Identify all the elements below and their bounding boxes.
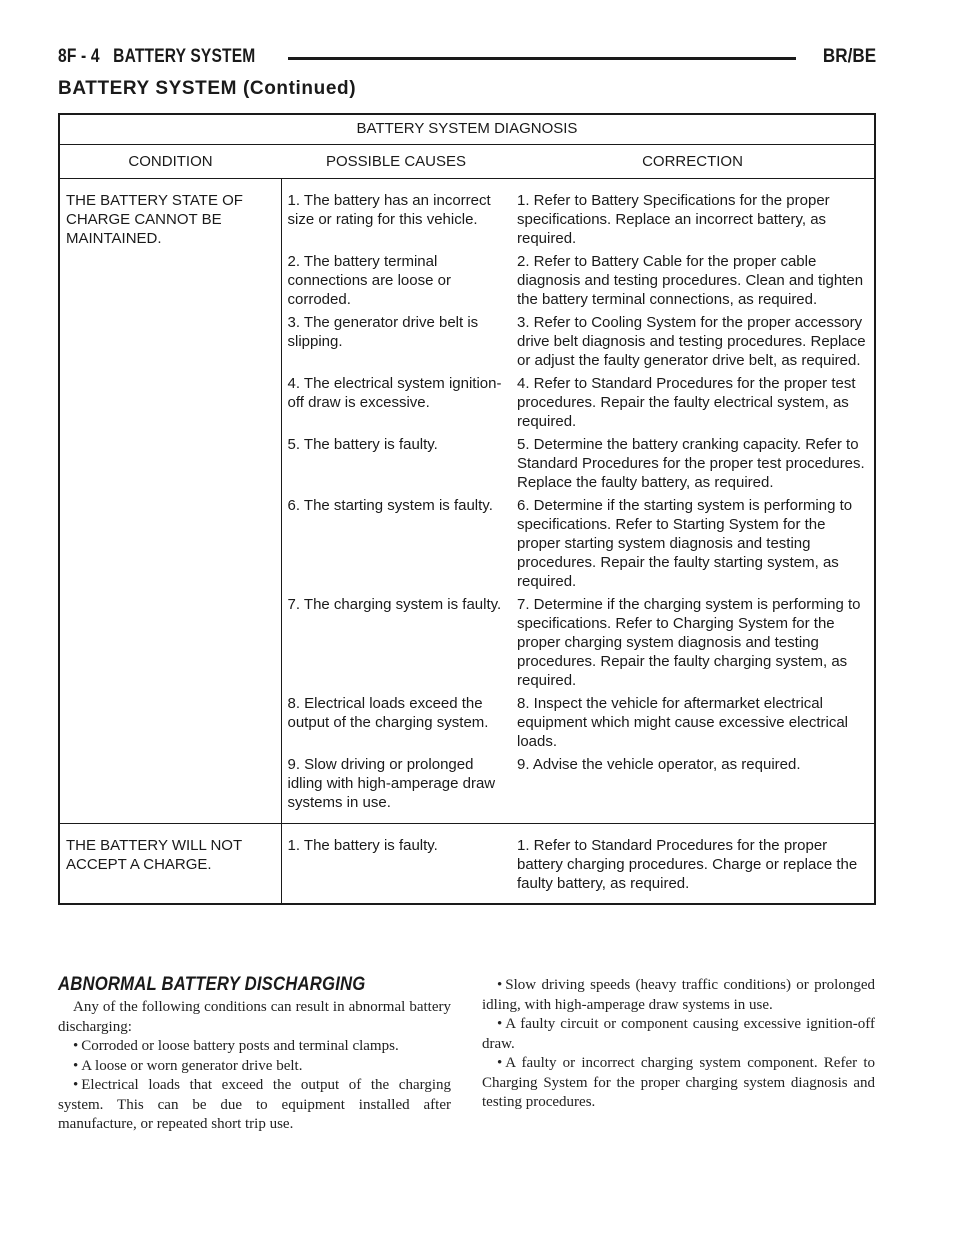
cause-cell: 5. The battery is faulty. [287, 435, 438, 453]
correction-cell: 1. Refer to Battery Specifications for the proper specifications. Replace an incorrect battery, as required. [517, 191, 830, 247]
page-header [58, 46, 876, 74]
correction-cell: 4. Refer to Standard Procedures for the proper test procedures. Repair the faulty electrical system, as required. [517, 374, 856, 430]
column-header-causes: POSSIBLE CAUSES [281, 144, 511, 178]
section-name: BATTERY SYSTEM [113, 46, 256, 67]
bullet-icon: • [73, 1038, 79, 1054]
cause-cell: 1. The battery has an incorrect size or rating for this vehicle. [287, 191, 491, 228]
list-item: • A loose or worn generator drive belt. [73, 1057, 303, 1074]
bullet-icon: • [497, 1016, 503, 1032]
column-header-correction: CORRECTION [511, 144, 875, 178]
correction-cell: 2. Refer to Battery Cable for the proper cable diagnosis and testing procedures. Clean and tighten the battery terminal connections, as required. [517, 252, 864, 308]
table-row [59, 178, 875, 248]
list-item: • Corroded or loose battery posts and terminal clamps. [73, 1038, 399, 1054]
body-column-right [482, 976, 875, 1113]
table-title: BATTERY SYSTEM DIAGNOSIS [59, 114, 875, 144]
list-item: • Electrical loads that exceed the output of the charging system. This can be due to equipment installed after manufacture, or repeated short trip use. [58, 1077, 451, 1132]
correction-cell: 1. Refer to Standard Procedures for the proper battery charging procedures. Charge or replace the faulty battery, as required. [511, 823, 875, 904]
model-code: BR/BE [822, 46, 876, 67]
correction-cell: 8. Inspect the vehicle for aftermarket electrical equipment which might cause excessive electrical loads. [517, 694, 848, 750]
cause-cell: 9. Slow driving or prolonged idling with high-amperage draw systems in use. [287, 755, 496, 811]
condition-cell: THE BATTERY WILL NOT ACCEPT A CHARGE. [59, 823, 281, 904]
list-item: • A faulty circuit or component causing excessive ignition-off draw. [482, 1016, 875, 1052]
cause-cell: 2. The battery terminal connections are loose or corroded. [287, 252, 451, 308]
diagnosis-table [58, 113, 876, 905]
section-title: ABNORMAL BATTERY DISCHARGING [58, 974, 366, 995]
condition-cell: THE BATTERY STATE OF CHARGE CANNOT BE MAINTAINED. [59, 178, 281, 823]
cause-cell: 1. The battery is faulty. [281, 823, 511, 904]
correction-cell: 5. Determine the battery cranking capacity. Refer to Standard Procedures for the proper test procedures. Replace the faulty battery, as required. [517, 435, 865, 491]
correction-cell: 7. Determine if the charging system is performing to specifications. Refer to Charging System for the proper charging system diagnosis and testing procedures. Repair the faulty charging system, as required. [517, 595, 861, 689]
page-number: 8F - 4 BATTERY SYSTEM [58, 46, 256, 67]
correction-cell: 9. Advise the vehicle operator, as required. [517, 755, 801, 773]
cause-cell: 3. The generator drive belt is slipping. [287, 313, 479, 350]
bullet-icon: • [73, 1057, 79, 1074]
body-column-left [58, 998, 451, 1135]
correction-cell: 6. Determine if the starting system is performing to specifications. Refer to Starting System for the proper starting system diagnosis and testing procedures. Repair the faulty starting system, as required. [517, 496, 853, 590]
cause-cell: 7. The charging system is faulty. [287, 595, 502, 613]
bullet-icon: • [497, 977, 503, 993]
table-row [59, 823, 875, 904]
cause-cell: 4. The electrical system ignition-off draw is excessive. [287, 374, 502, 411]
correction-cell: 3. Refer to Cooling System for the proper accessory drive belt diagnosis and testing procedures. Replace or adjust the faulty generator drive belt, as required. [517, 313, 866, 369]
bullet-icon: • [73, 1077, 79, 1093]
bullet-icon: • [497, 1055, 503, 1071]
cause-cell: 6. The starting system is faulty. [287, 496, 493, 514]
list-item: • A faulty or incorrect charging system component. Refer to Charging System for the proper charging system diagnosis and testing procedures. [482, 1055, 875, 1110]
header-rule [288, 57, 796, 60]
continued-title: BATTERY SYSTEM (Continued) [58, 78, 357, 99]
intro-paragraph: Any of the following conditions can result in abnormal battery discharging: [58, 999, 451, 1035]
column-header-condition: CONDITION [59, 144, 281, 178]
cause-cell: 8. Electrical loads exceed the output of the charging system. [287, 694, 489, 731]
list-item: • Slow driving speeds (heavy traffic conditions) or prolonged idling, with high-amperage draw systems in use. [482, 977, 875, 1013]
